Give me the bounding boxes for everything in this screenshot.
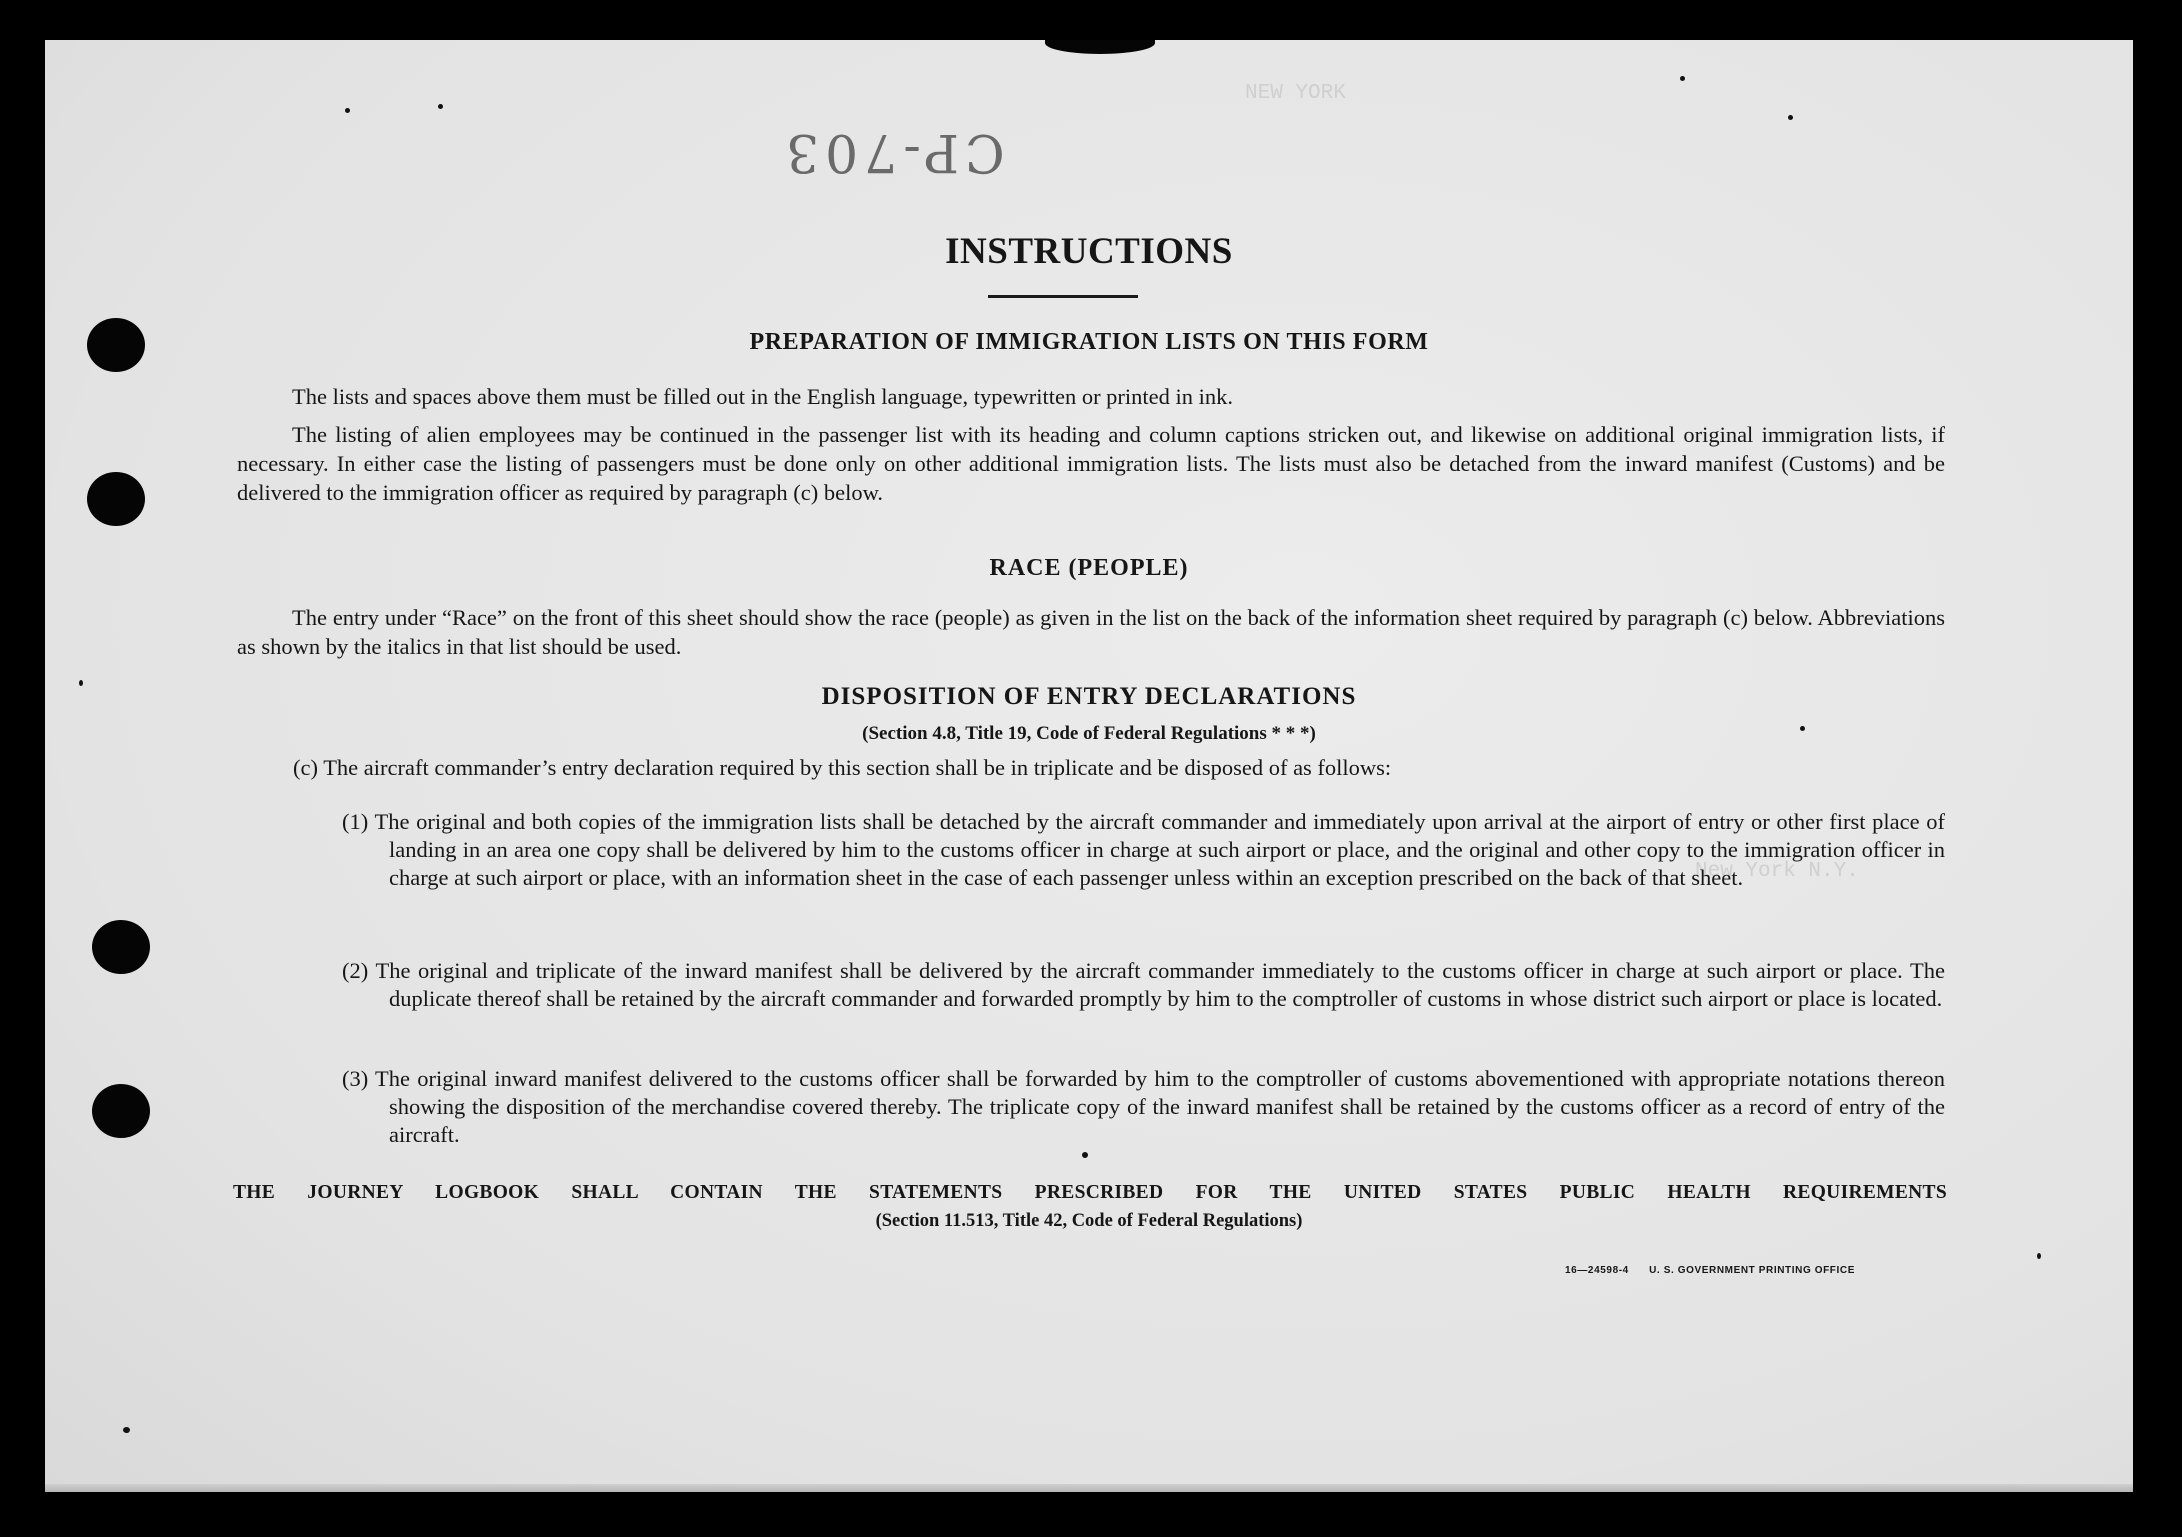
disposition-heading: DISPOSITION OF ENTRY DECLARATIONS xyxy=(821,683,1357,710)
speck xyxy=(1082,1152,1088,1158)
disposition-item-1: (1) The original and both copies of the immigration lists shall be detached by the aircraft commander and immediately upon arrival at the airport of entry or other first place of landing in an area one copy shall be delivered by him to the customs officer in charge at such airport or place, and the original and other copy to the immigration officer in charge at such airport or place, with an information sheet in the case of each passenger unless within an exception prescribed on the back of that sheet. xyxy=(342,809,1945,890)
printer-imprint xyxy=(1565,1265,1855,1276)
page-bottom-edge xyxy=(45,1484,2133,1492)
disposition-intro: (c) The aircraft commander’s entry declaration required by this section shall be in triplicate and be disposed of as follows: xyxy=(293,755,1392,780)
bleed-through-text: New York N.Y. xyxy=(1695,860,1859,883)
race-paragraph: The entry under “Race” on the front of this sheet should show the race (people) as given in the list on the back of the information sheet required by paragraph (c) below. Abbreviations as shown by the italics in that list should be used. xyxy=(237,605,1945,659)
printer-code: 16—24598-4 xyxy=(1565,1265,1629,1276)
page-title: INSTRUCTIONS xyxy=(945,231,1233,272)
preparation-paragraph-1: The lists and spaces above them must be filled out in the English language, typewritten or printed in ink. xyxy=(292,384,1234,409)
handwritten-number: CP-703 xyxy=(780,122,1005,182)
speck xyxy=(1680,76,1685,81)
speck xyxy=(123,1427,130,1433)
logbook-citation: (Section 11.513, Title 42, Code of Federal Regulations) xyxy=(875,1211,1303,1231)
printer-name: U. S. GOVERNMENT PRINTING OFFICE xyxy=(1649,1265,1855,1276)
punch-hole xyxy=(87,472,145,526)
disposition-item-2: (2) The original and triplicate of the inward manifest shall be delivered by the aircraft commander immediately to the customs officer in charge at such airport or place. The duplicate thereof shall be retained by the aircraft commander and forwarded promptly by him to the comptroller of customs in whose district such airport or place is located. xyxy=(342,958,1945,1011)
disposition-item-3: (3) The original inward manifest delivered to the customs officer shall be forwarded by him to the comptroller of customs abovementioned with appropriate notations thereon showing the disposition of the merchandise covered thereby. The triplicate copy of the inward manifest shall be retained by the customs officer as a record of entry of the aircraft. xyxy=(342,1066,1945,1147)
preparation-heading: PREPARATION OF IMMIGRATION LISTS ON THIS FORM xyxy=(749,329,1429,355)
punch-hole xyxy=(92,920,150,974)
speck xyxy=(2037,1253,2041,1259)
speck xyxy=(438,104,443,109)
logbook-statement: THE JOURNEY LOGBOOK SHALL CONTAIN THE STATEMENTS PRESCRIBED FOR THE UNITED STATES PUBLIC HEALTH REQUIREMENTS xyxy=(233,1182,1947,1203)
disposition-citation: (Section 4.8, Title 19, Code of Federal Regulations * * *) xyxy=(862,723,1316,744)
title-underline xyxy=(988,295,1138,298)
bleed-through-text: NEW YORK xyxy=(1245,82,1346,105)
race-heading: RACE (PEOPLE) xyxy=(989,555,1189,581)
preparation-paragraph-2: The listing of alien employees may be continued in the passenger list with its heading and column captions stricken out, and likewise on additional original immigration lists, if necessary. In either case the listing of passengers must be done only on other additional immigration lists. The lists must also be detached from the inward manifest (Customs) and be delivered to the immigration officer as required by paragraph (c) below. xyxy=(237,422,1945,505)
speck xyxy=(1788,115,1793,120)
speck xyxy=(345,108,350,113)
ink-blot xyxy=(1045,40,1155,54)
document-page xyxy=(45,40,2133,1492)
punch-hole xyxy=(92,1084,150,1138)
